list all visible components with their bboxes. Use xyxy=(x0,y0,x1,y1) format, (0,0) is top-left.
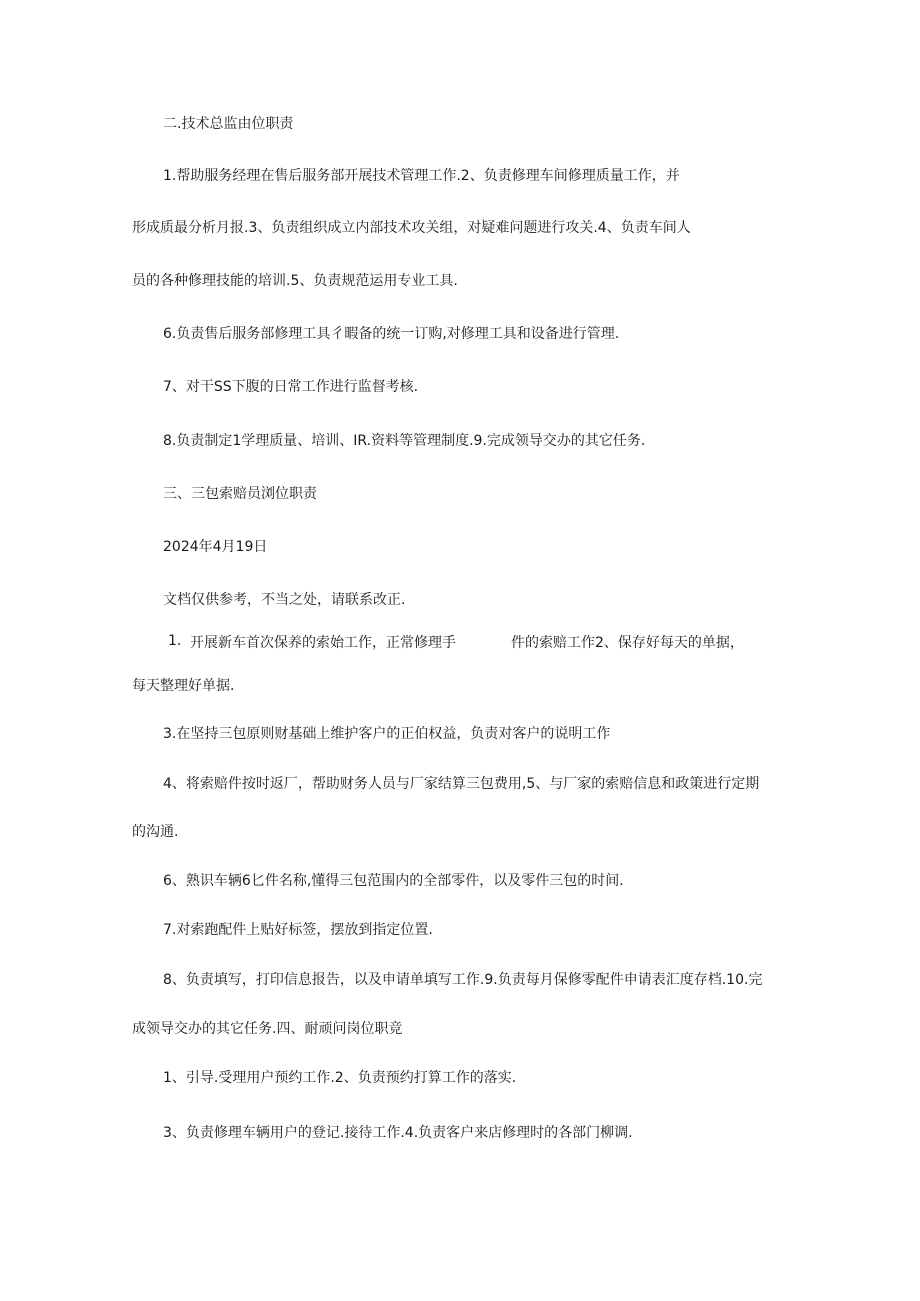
paragraph-line: 7、对干SS下腹的日常工作进行监督考核. xyxy=(163,379,419,395)
section-heading-technical-director: 二.技术总监由位职责 xyxy=(163,116,294,132)
paragraph-line: 1、引导.受理用户预约工作.2、负责预约打算工作的落实. xyxy=(163,1070,517,1086)
paragraph-line: 件的索赔工作2、保存好每天的单据， xyxy=(511,635,744,651)
paragraph-line: 每天整理好单据. xyxy=(132,678,235,694)
paragraph-line: 4、将索赔件按时返厂，帮助财务人员与厂家结算三包费用,5、与厂家的索赔信息和政策进行定期 xyxy=(163,776,760,792)
reference-note: 文档仅供参考，不当之处，请联系改正. xyxy=(163,592,406,608)
paragraph-line: 7.对索跑配件上贴好标签，摆放到指定位置. xyxy=(163,922,433,938)
paragraph-line: 成领导交办的其它任务.四、耐顽问岗位职竞 xyxy=(132,1021,403,1037)
paragraph-line: 3.在坚持三包原则财基础上维护客户的正伯权益，负责对客户的说明工作 xyxy=(163,726,611,742)
paragraph-line: 3、负责修理车辆用户的登记.接待工作.4.负责客户来店修理时的各部门柳调. xyxy=(163,1125,633,1141)
paragraph-line: 1.帮助服务经理在售后服务部开展技术管理工作.2、负责修理车间修理质量工作，并 xyxy=(163,168,680,184)
paragraph-line: 6.负责售后服务部修理工具彳暇备的统一订购,对修理工具和设备进行管理. xyxy=(163,326,620,342)
paragraph-line: 8、负责填写，打印信息报告，以及申请单填写工作.9.负责每月保修零配件申请表汇度存档.10.完 xyxy=(163,972,763,988)
paragraph-line: 的沟通. xyxy=(132,824,179,840)
document-date: 2024年4月19日 xyxy=(163,539,268,555)
paragraph-line: 形成质最分析月报.3、负责组织成立内部技术攻关组，对疑难问题进行攻关.4、负责车间人 xyxy=(132,220,691,236)
paragraph-line: 开展新车首次保养的索始工作，正常修理手 xyxy=(190,635,456,651)
paragraph-line: 8.负责制定1学理质量、培训、IR.资料等管理制度.9.完成领导交办的其它任务. xyxy=(163,433,646,449)
paragraph-line: 6、熟识车辆6匕件名称,懂得三包范围内的全部零件，以及零件三包的时间. xyxy=(163,873,624,889)
section-heading-warranty-claims: 三、三包索赔员浏位职责 xyxy=(163,486,317,502)
paragraph-line: 员的各种修理技能的培训.5、负责规范运用专业工具. xyxy=(132,273,458,289)
list-number: 1. xyxy=(168,633,182,649)
